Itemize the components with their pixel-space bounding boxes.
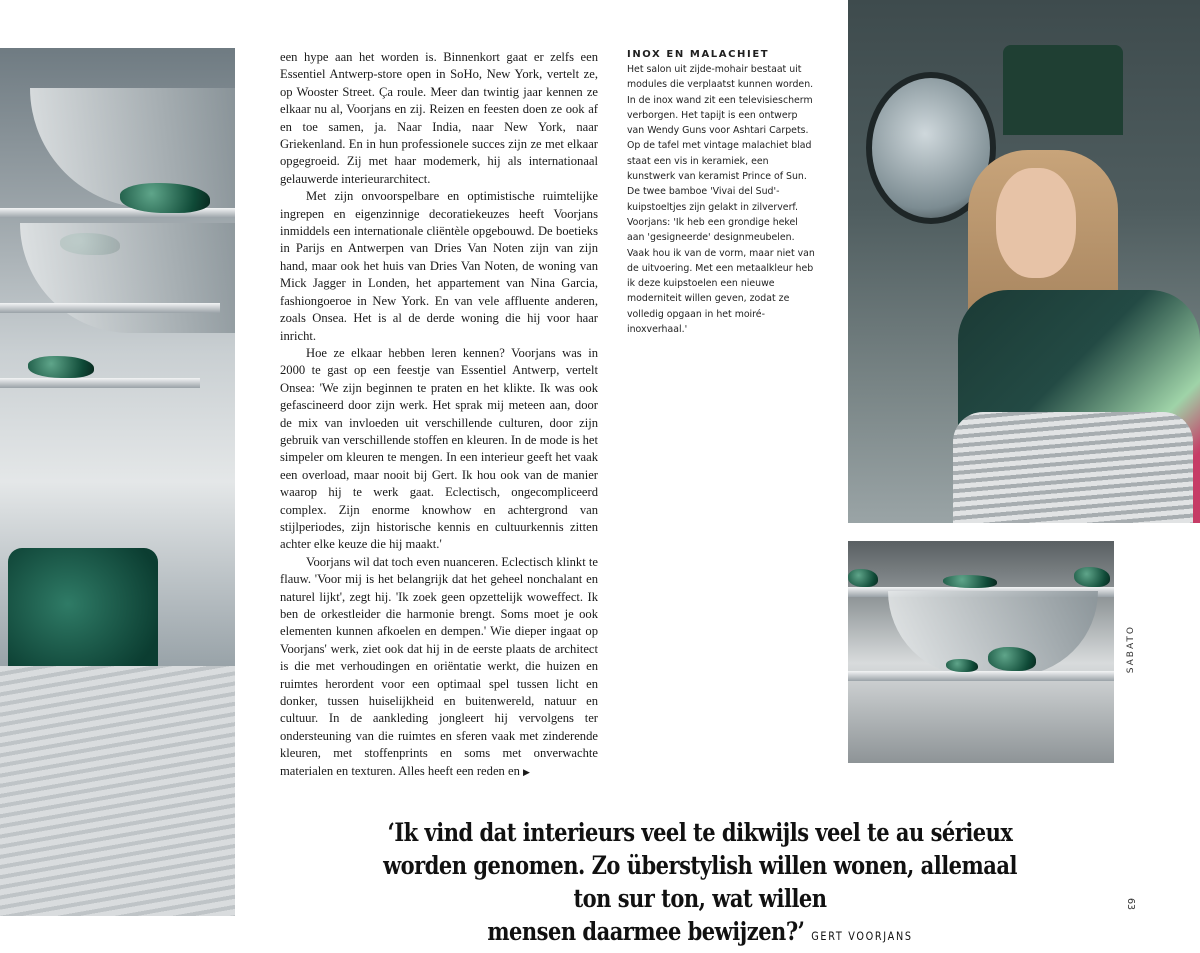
body-paragraph: Met zijn onvoorspelbare en optimistische ruimtelijke ingrepen en eigenzinnige decoratiekeuzes heeft Voorjans inmiddels een internationale cliëntèle opgebouwd. De boetieks in Parijs en Antwerpen van Dries Van Noten zijn van zijn hand, maar ook het huis van Dries Van Noten, de woning van Mick Jagger in Londen, het appartement van Nina Garcia, fashiongoeroe in New York. En van vele affluente anderen, zoals Onsea. Het is al de derde woning die hij voor haar inricht. [280, 189, 598, 343]
malachite-stone [988, 647, 1036, 671]
woman-face [996, 168, 1076, 278]
silver-chair [953, 412, 1193, 523]
steel-shelf [848, 671, 1114, 681]
quote-line: worden genomen. Zo überstylish willen wonen, allemaal ton sur ton, wat willen [383, 851, 1017, 913]
body-paragraph [280, 554, 598, 781]
quote-attribution: GERT VOORJANS [811, 929, 913, 943]
body-paragraph: Hoe ze elkaar hebben leren kennen? Voorjans was in 2000 te gast op een feestje van Essentiel Antwerp, vertelt Onsea: 'We zijn beginnen te praten en het klikte. Ik was ook gefascineerd door zijn werk. Het sprak mij meteen aan, door de mix van invloeden uit verschillende culturen, door zijn gebruik van verschillende stoffen en kleuren. In de mode is het simpeler om kleuren te mengen. In een interieur geeft het vaak een overload, maar nooit bij Gert. Ik hou ook van de manier waarop hij te werk gaat. Eclectisch, ongecompliceerd complex. Zijn enorme knowhow en achtergrond van stijlperiodes, zijn historische kennis en cultuurkennis zitten achter elke keuze die hij maakt.' [280, 345, 598, 552]
malachite-stone [28, 356, 94, 378]
steel-arch [20, 223, 235, 333]
quote-text: mensen daarmee bewijzen?’ [487, 917, 805, 946]
page-number: 63 [1125, 898, 1136, 911]
continue-arrow-icon: ▶ [523, 766, 530, 777]
malachite-stone [1074, 567, 1110, 587]
malachite-stone [943, 575, 997, 588]
striped-sofa [0, 666, 235, 916]
interior-photo-left [0, 48, 235, 916]
body-paragraph: een hype aan het worden is. Binnenkort gaat er zelfs een Essentiel Antwerp-store open in SoHo, New York, vertelt ze, op Wooster Street. Ça roule. Meer dan twintig jaar kennen ze elkaar nu al, Voorjans en zij. Reizen en feesten doen ze ook af en toe samen, ja. Naar India, naar New York, naar Griekenland. En in hun professionele succes zijn ze met elkaar opgegroeid. Zij met haar modemerk, hij als internationaal gelauwerde interieurarchitect. [280, 50, 598, 186]
shelf-photo [848, 541, 1114, 763]
photo-caption [627, 48, 815, 337]
malachite-stone [946, 659, 978, 672]
quote-line-last [364, 915, 1036, 953]
green-lamp [1003, 45, 1123, 135]
caption-text: Het salon uit zijde-mohair bestaat uit modules die verplaatst kunnen worden. In de inox wand zit een televisiescherm verborgen. Het tapijt is een ontwerp van Wendy Guns voor Ashtari Carpets. Op de tafel met vintage malachiet blad staat een vis in keramiek, een kunstwerk van keramist Prince of Sun. De twee bamboe 'Vivai del Sud'-kuipstoeltjes zijn gelakt in zilververf. [627, 64, 814, 213]
article-body [280, 49, 598, 781]
portrait-photo [848, 0, 1200, 523]
malachite-stone [848, 569, 878, 587]
caption-title: INOX EN MALACHIET [627, 49, 770, 60]
body-paragraph-text: Voorjans wil dat toch even nuanceren. Eclectisch klinkt te flauw. 'Voor mij is het belangrijk dat het geheel nonchalant en naturel lijkt', zegt hij. 'Ik zoek geen opzettelijk woweffect. Ik ben de orkestleider die harmonie brengt. Soms moet je ook elementen kunnen afkoelen en dempen.' Wie dieper ingaat op Voorjans' werk, ziet ook dat hij in de eerste plaats de architect is die met verhoudingen en oriëntatie werkt, die huizen en ruimtes herordent voor een optimaal spel tussen licht en donker, tussen huiselijkheid en buitenwereld, natuur en cultuur. In de aankleding jongleert hij vervolgens ter ondersteuning van die ruimtes en sferen vaak met zinderende kleuren, met stoffenprints en soms met onverwachte materialen en texturen. Alles heeft een reden en [280, 554, 598, 778]
pull-quote [364, 816, 1036, 953]
steel-shelf [0, 303, 220, 313]
magazine-name: SABATO [1126, 625, 1136, 674]
malachite-stone [120, 183, 210, 213]
steel-shelf [0, 378, 200, 388]
caption-text: Voorjans: 'Ik heb een grondige hekel aan 'gesigneerde' designmeubelen. Vaak hou ik van de vorm, maar niet van de uitvoering. Met een metaalkleur heb ik deze kuipstoelen een nieuwe moderniteit willen geven, zodat ze volledig opgaan in het moiré-inoxverhaal.' [627, 216, 815, 336]
quote-line: ‘Ik vind dat interieurs veel te dikwijls veel te au sérieux [387, 818, 1013, 847]
